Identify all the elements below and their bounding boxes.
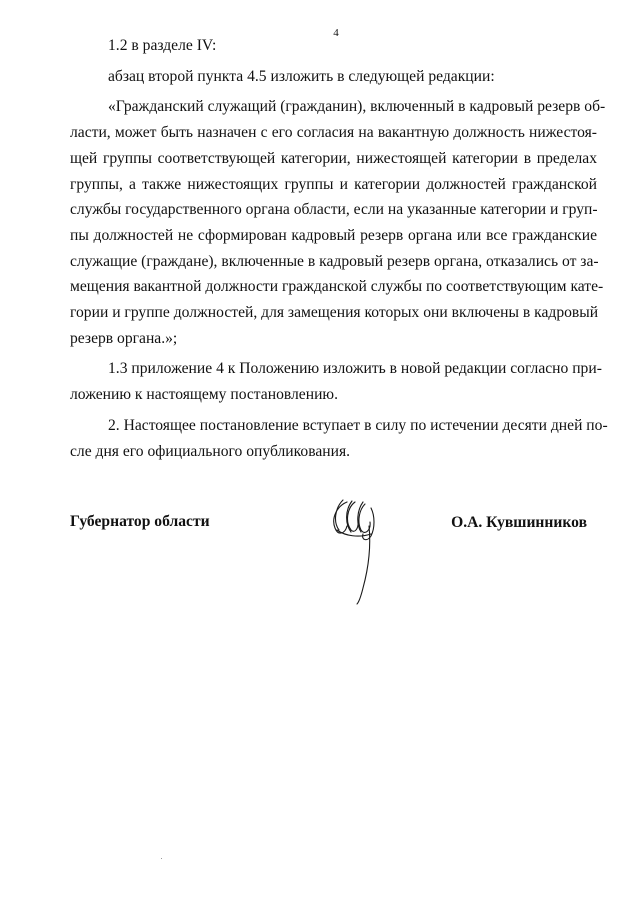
- signature-block: [70, 513, 597, 623]
- text-line: служащие (граждане), включенные в кадровый резерв органа, отказались от за-: [70, 252, 599, 270]
- item-2-paragraph: [70, 413, 608, 464]
- signatory-title: Губернатор области: [70, 513, 210, 530]
- quoted-amendment-paragraph: [70, 94, 606, 351]
- text-line: мещения вакантной должности гражданской службы по соответствующим кате-: [70, 278, 604, 296]
- section-heading: [70, 33, 597, 59]
- text-line: группы, а также нижестоящих группы и категории должностей гражданской: [70, 175, 597, 193]
- text-line: ласти, может быть назначен с его согласия на вакантную должность нижестоя-: [70, 124, 597, 142]
- handwritten-signature: [325, 496, 395, 606]
- text-line: «Гражданский служащий (гражданин), включенный в кадровый резерв об-: [108, 98, 606, 116]
- document-body: [70, 33, 608, 464]
- text-line: сле дня его официального опубликования.: [70, 442, 351, 460]
- text-line: 1.3 приложение 4 к Положению изложить в новой редакции согласно при-: [108, 360, 602, 378]
- text-line: 2. Настоящее постановление вступает в силу по истечении десяти дней по-: [108, 416, 608, 434]
- text-line: гории и группе должностей, для замещения которых они включены в кадровый: [70, 304, 599, 322]
- text-line: ложению к настоящему постановлению.: [70, 386, 338, 404]
- scan-speck: [161, 858, 162, 859]
- text-line: пы должностей не сформирован кадровый резерв органа или все гражданские: [70, 226, 597, 244]
- item-1-3-paragraph: [70, 356, 602, 407]
- text-line: службы государственного органа области, если на указанные категории и груп-: [70, 201, 598, 219]
- signatory-name: О.А. Кувшинников: [451, 514, 587, 531]
- text-line: 1.2 в разделе IV:: [108, 37, 217, 54]
- text-line: щей группы соответствующей категории, нижестоящей категории в пределах: [70, 149, 597, 167]
- text-line: резерв органа.»;: [70, 329, 178, 347]
- page-number: 4: [333, 27, 339, 39]
- text-line: абзац второй пункта 4.5 изложить в следующей редакции:: [108, 67, 495, 85]
- instruction-paragraph: [70, 64, 597, 90]
